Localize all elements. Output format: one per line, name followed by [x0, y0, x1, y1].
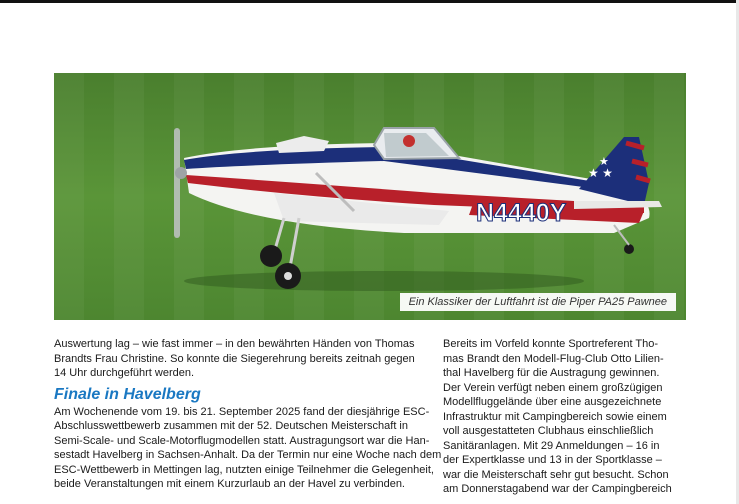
- text-line: mas Brandt den Modell-Flug-Club Otto Lilien-: [443, 352, 664, 365]
- text-line: Semi-Scale- und Scale-Motorflugmodellen statt. Austragungsort war die Han-: [54, 434, 430, 447]
- left-column: [54, 337, 442, 492]
- spinner: [175, 167, 187, 179]
- right-column: [443, 337, 686, 497]
- text-line: ESC-Wettbewerb in Mettingen lag, nutzten einige Teilnehmer die Gelegenheit,: [54, 463, 434, 476]
- intro-paragraph: [54, 337, 426, 381]
- front-wheel: [260, 245, 282, 267]
- text-line: Am Wochenende vom 19. bis 21. September 2025 fand der diesjährige ESC-: [54, 405, 430, 418]
- text-line: der Expertklasse und 13 in der Sportklasse –: [443, 454, 662, 466]
- tail-wheel: [624, 244, 634, 254]
- text-line: Modellfluggelände über eine ausgezeichnete: [443, 396, 662, 408]
- body-paragraph: [54, 405, 442, 492]
- text-line: Sanitäranlagen. Mit 29 Anmeldungen – 16 in: [443, 439, 660, 452]
- text-line: Auswertung lag – wie fast immer – in den bewährten Händen von Thomas: [54, 338, 415, 350]
- section-heading: Finale in Havelberg: [54, 385, 201, 403]
- text-line: Abschlusswettbewerb zusammen mit der 52. Deutschen Meisterschaft in: [54, 420, 408, 432]
- plane-shadow: [184, 271, 584, 291]
- tail-stars: ★ ★: [588, 166, 613, 180]
- text-line: voll ausgestatteten Clubhaus einschließlich: [443, 425, 654, 437]
- propeller: [174, 128, 180, 238]
- article-photo: [54, 73, 686, 320]
- text-line: Brandts Frau Christine. So konnte die Siegerehrung bereits zeitnah gegen: [54, 352, 415, 365]
- text-line: Bereits im Vorfeld konnte Sportreferent Tho-: [443, 338, 659, 350]
- airplane-photo: [54, 73, 686, 320]
- text-line: sestadt Havelberg in Sachsen-Anhalt. Da der Termin nur eine Woche nach dem: [54, 449, 442, 461]
- photo-caption: Ein Klassiker der Luftfahrt ist die Piper PA25 Pawnee: [400, 293, 676, 311]
- registration-text: N4440Y: [476, 199, 567, 227]
- pilot-figure: [403, 135, 415, 147]
- text-line: beide Veranstaltungen mit einem Kurzurlaub an der Havel zu verbinden.: [54, 478, 405, 490]
- svg-text:★: ★: [599, 156, 609, 168]
- right-paragraph: [443, 337, 686, 497]
- text-line: am Donnerstagabend war der Campingbereich: [443, 483, 672, 495]
- text-line: Infrastruktur mit Campingbereich sowie einem: [443, 410, 667, 423]
- text-line: war die Meisterschaft sehr gut besucht. Schon: [443, 468, 669, 481]
- text-line: thal Havelberg für die Austragung gewinnen.: [443, 367, 660, 379]
- text-line: Der Verein verfügt neben einem großzügigen: [443, 381, 663, 394]
- top-border: [0, 0, 739, 3]
- text-line: 14 Uhr durchgeführt werden.: [54, 367, 195, 379]
